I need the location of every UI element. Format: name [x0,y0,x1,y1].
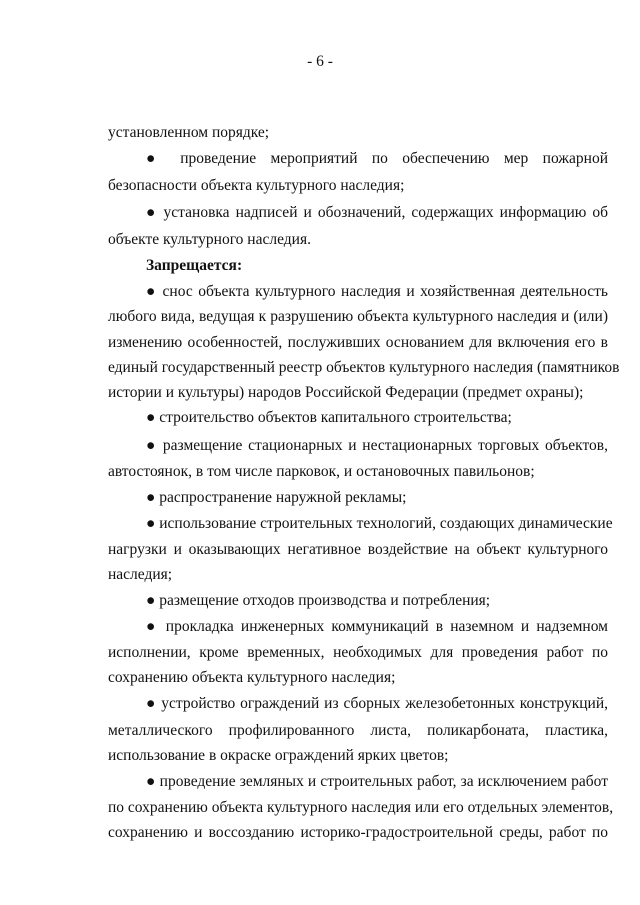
bullet-item: ● размещение отходов производства и потребления; [146,592,491,609]
text-line: сохранению объекта культурного наследия; [108,669,396,686]
bullet-item: ● установка надписей и обозначений, содержащих информацию об [146,204,608,221]
bullet-item: ● размещение стационарных и нестационарных торговых объектов, [146,437,608,454]
bullet-item: ● проведение земляных и строительных работ, за исключением работ [146,773,608,790]
text-line: единый государственный реестр объектов культурного наследия (памятников [108,359,620,376]
bullet-item: ● устройство ограждений из сборных железобетонных конструкций, [146,695,608,712]
text-line: безопасности объекта культурного наследия; [108,177,405,194]
text-line: металлического профилированного листа, поликарбоната, пластика, [108,722,608,739]
section-heading: Запрещается: [146,257,243,274]
bullet-item: ● строительство объектов капитального строительства; [146,409,512,426]
text-line: установленном порядке; [108,124,270,141]
bullet-item: ● снос объекта культурного наследия и хозяйственная деятельность [146,283,608,300]
text-line: наследия; [108,566,173,583]
text-line: автостоянок, в том числе парковок, и остановочных павильонов; [108,463,535,480]
bullet-item: ● использование строительных технологий, создающих динамические [146,515,613,532]
page-number: - 6 - [307,53,333,70]
text-line: нагрузки и оказывающих негативное воздействие на объект культурного [108,541,608,558]
text-line: любого вида, ведущая к разрушению объекта культурного наследия и (или) [108,308,608,325]
text-line: изменению особенностей, послуживших основанием для включения его в [108,334,608,351]
text-line: сохранению и воссозданию историко-градостроительной среды, работ по [108,824,608,841]
text-line: использование в окраске ограждений ярких цветов; [108,747,449,764]
bullet-item: ● проведение мероприятий по обеспечению мер пожарной [146,150,608,167]
text-line: объекте культурного наследия. [108,231,311,248]
text-line: исполнении, кроме временных, необходимых для проведения работ по [108,644,608,661]
bullet-item: ● распространение наружной рекламы; [146,489,407,506]
text-line: по сохранению объекта культурного наследия или его отдельных элементов, [108,799,614,816]
bullet-item: ● прокладка инженерных коммуникаций в наземном и надземном [146,618,608,635]
text-line: истории и культуры) народов Российской Федерации (предмет охраны); [108,384,584,401]
